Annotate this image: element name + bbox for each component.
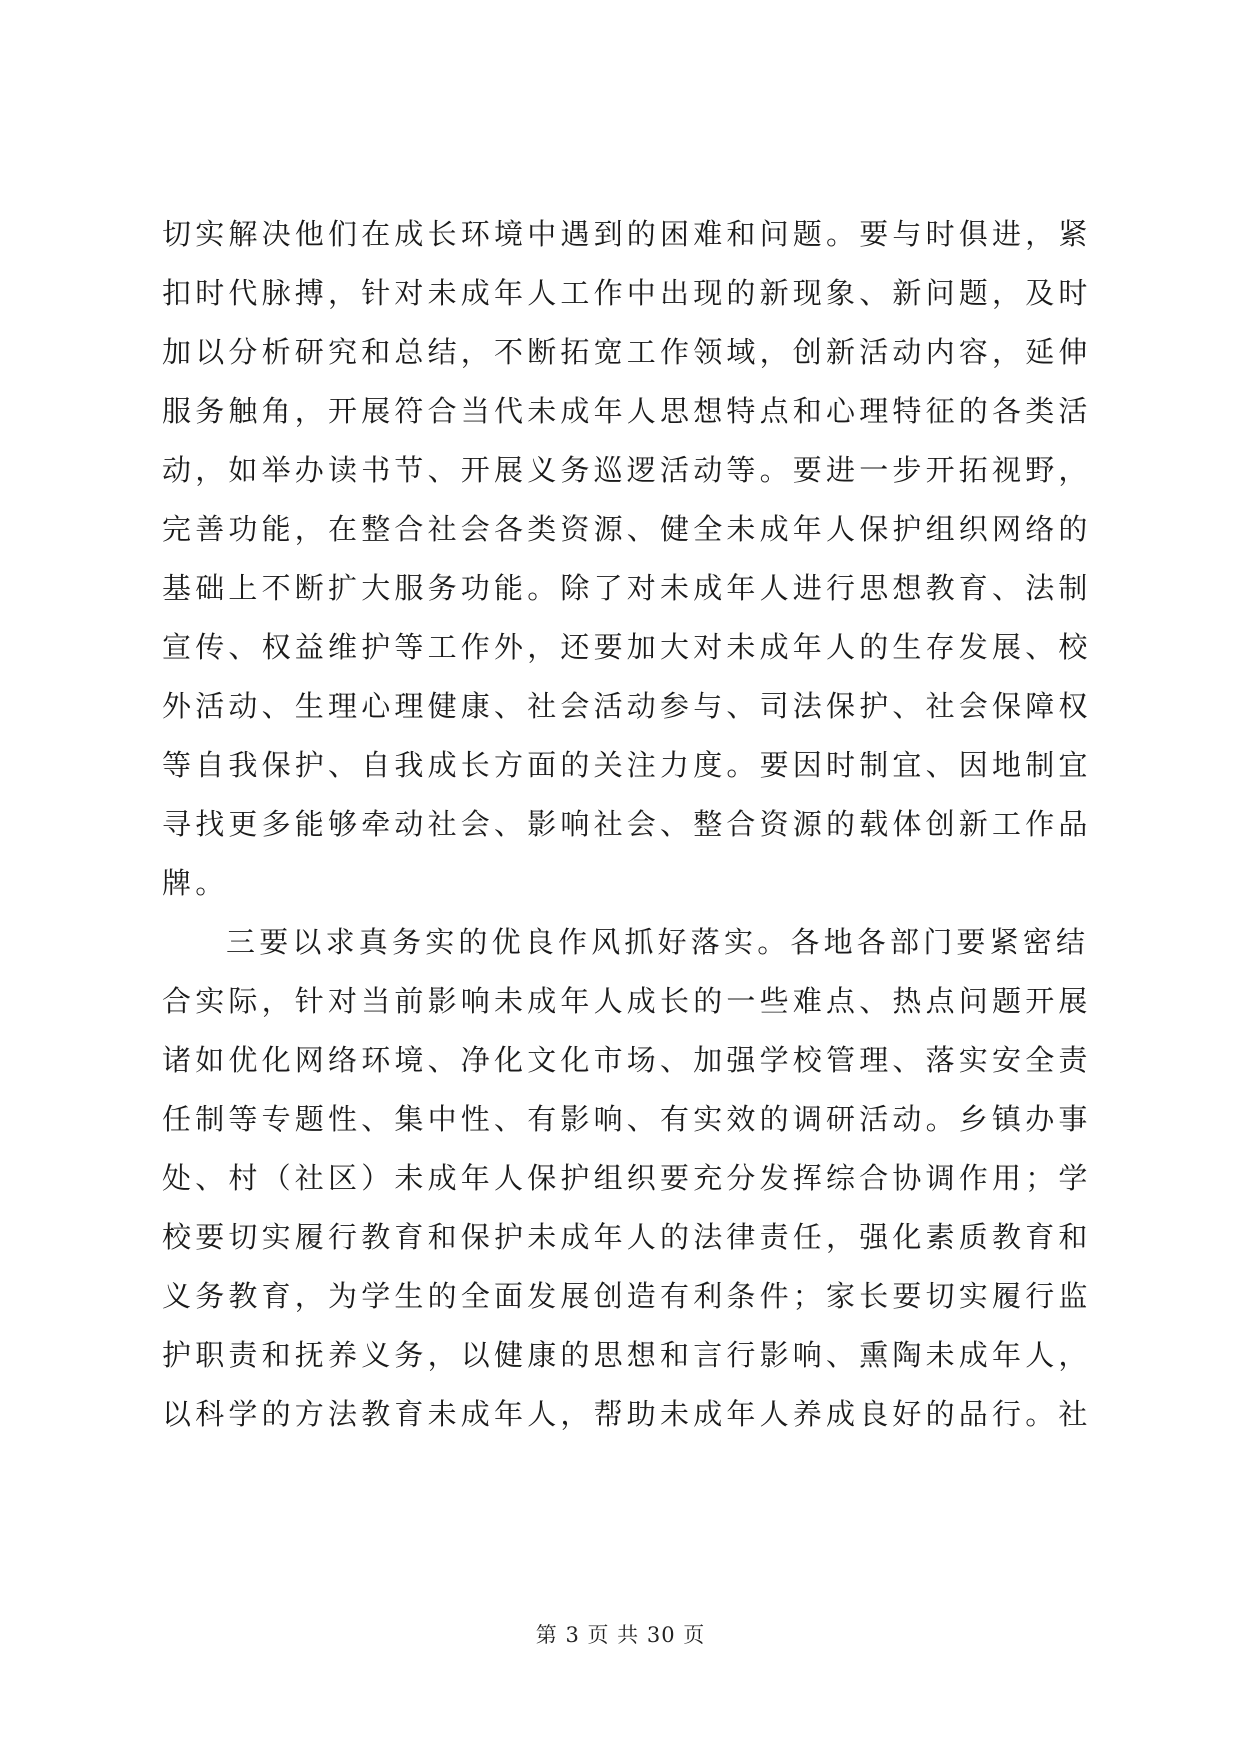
body-text-line: 完善功能，在整合社会各类资源、健全未成年人保护组织网络的 bbox=[162, 512, 1092, 546]
body-text-line: 加以分析研究和总结，不断拓宽工作领域，创新活动内容，延伸 bbox=[162, 335, 1092, 369]
body-text-line: 基础上不断扩大服务功能。除了对未成年人进行思想教育、法制 bbox=[162, 571, 1092, 605]
body-text-line: 校要切实履行教育和保护未成年人的法律责任，强化素质教育和 bbox=[162, 1220, 1092, 1254]
body-text-line: 义务教育，为学生的全面发展创造有利条件；家长要切实履行监 bbox=[162, 1279, 1092, 1313]
body-text-line: 以科学的方法教育未成年人，帮助未成年人养成良好的品行。社 bbox=[162, 1397, 1092, 1431]
body-text-line: 处、村（社区）未成年人保护组织要充分发挥综合协调作用；学 bbox=[162, 1161, 1092, 1195]
body-text-line: 合实际，针对当前影响未成年人成长的一些难点、热点问题开展 bbox=[162, 984, 1092, 1018]
body-text-line: 等自我保护、自我成长方面的关注力度。要因时制宜、因地制宜 bbox=[162, 748, 1092, 782]
paragraph-first-line: 三要以求真务实的优良作风抓好落实。各地各部门要紧密结 bbox=[226, 925, 1090, 959]
body-text-line: 宣传、权益维护等工作外，还要加大对未成年人的生存发展、校 bbox=[162, 630, 1092, 664]
page-number-footer: 第 3 页 共 30 页 bbox=[535, 1623, 706, 1647]
body-text-line: 牌。 bbox=[162, 866, 229, 900]
body-text-line: 寻找更多能够牵动社会、影响社会、整合资源的载体创新工作品 bbox=[162, 807, 1092, 841]
body-text-line: 动，如举办读书节、开展义务巡逻活动等。要进一步开拓视野， bbox=[162, 453, 1092, 487]
body-text-line: 扣时代脉搏，针对未成年人工作中出现的新现象、新问题，及时 bbox=[162, 276, 1092, 310]
body-text-line: 切实解决他们在成长环境中遇到的困难和问题。要与时俱进，紧 bbox=[162, 217, 1092, 251]
body-text-line: 服务触角，开展符合当代未成年人思想特点和心理特征的各类活 bbox=[162, 394, 1092, 428]
body-text-line: 任制等专题性、集中性、有影响、有实效的调研活动。乡镇办事 bbox=[162, 1102, 1092, 1136]
body-text-line: 护职责和抚养义务，以健康的思想和言行影响、熏陶未成年人， bbox=[162, 1338, 1092, 1372]
body-text-line: 诸如优化网络环境、净化文化市场、加强学校管理、落实安全责 bbox=[162, 1043, 1092, 1077]
body-text-line: 外活动、生理心理健康、社会活动参与、司法保护、社会保障权 bbox=[162, 689, 1092, 723]
